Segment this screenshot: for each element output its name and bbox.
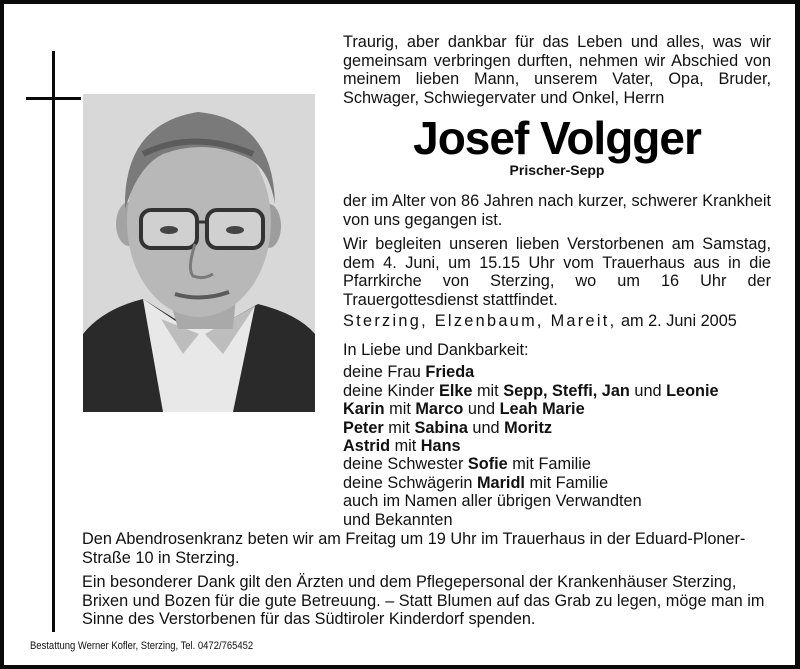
family-relation-text: und Bekannten bbox=[343, 510, 453, 529]
funeral-home-footer: Bestattung Werner Kofler, Sterzing, Tel. 0472/765452 bbox=[30, 640, 254, 652]
family-line bbox=[343, 511, 771, 529]
family-line bbox=[343, 400, 771, 418]
family-member-name: Elke bbox=[438, 381, 473, 400]
family-line bbox=[343, 363, 771, 381]
family-line bbox=[343, 382, 771, 400]
family-relation-text: und bbox=[629, 381, 667, 400]
cross-icon-horizontal bbox=[26, 97, 81, 100]
portrait-photo bbox=[83, 94, 315, 412]
family-relation-text: mit bbox=[472, 381, 504, 400]
family-list bbox=[343, 341, 771, 529]
family-member-name: Leonie bbox=[666, 381, 719, 400]
thanks-paragraph: Ein besonderer Dank gilt den Ärzten und dem Pflegepersonal der Krankenhäuser Sterzing, Brixen und Bozen für die gute Betreuung. – Statt Blumen auf das Grab zu legen, möge man im Sinne des Verstorbenen für das Südtiroler Kinderdorf spenden. bbox=[82, 573, 765, 629]
family-member-name: Astrid bbox=[343, 437, 391, 456]
family-member-name: Sabina bbox=[414, 418, 468, 437]
family-member-name: Sofie bbox=[467, 455, 508, 474]
family-member-name: Frieda bbox=[425, 363, 475, 382]
family-line bbox=[343, 492, 771, 510]
nickname: Prischer-Sepp bbox=[509, 162, 605, 178]
family-line bbox=[343, 455, 771, 473]
family-member-name: Sepp, Steffi, Jan bbox=[503, 381, 630, 400]
family-line bbox=[343, 419, 771, 437]
deceased-name: Josef Volgger bbox=[413, 112, 701, 164]
portrait-illustration bbox=[83, 94, 315, 412]
family-relation-text: mit bbox=[390, 437, 421, 456]
family-relation-text: deine Frau bbox=[343, 363, 426, 382]
family-relation-text: deine Schwester bbox=[343, 455, 468, 474]
intro-text: Traurig, aber dankbar für das Leben und alles, was wir gemeinsam verbringen durften, nehmen wir Abschied von meinem lieben Mann, unserem Vater, Opa, Bruder, Schwager, Schwiegervater und Onkel, Herrn bbox=[343, 33, 771, 107]
family-relation-text: mit bbox=[384, 400, 416, 419]
family-lines bbox=[343, 363, 771, 529]
family-member-name: Marco bbox=[415, 400, 464, 419]
rosary-paragraph: Den Abendrosenkranz beten wir am Freitag um 19 Uhr im Trauerhaus in der Eduard-Ploner-Straße 10 in Sterzing. bbox=[82, 530, 746, 567]
family-line bbox=[343, 474, 771, 492]
family-member-name: Hans bbox=[420, 437, 461, 456]
family-member-name: Peter bbox=[343, 418, 384, 437]
family-relation-text: mit bbox=[383, 418, 415, 437]
family-line bbox=[343, 437, 771, 455]
places: Sterzing, Elzenbaum, Mareit, bbox=[343, 312, 617, 330]
family-member-name: Maridl bbox=[476, 473, 525, 492]
family-relation-text: deine Kinder bbox=[343, 381, 439, 400]
family-member-name: Leah Marie bbox=[499, 400, 585, 419]
age-paragraph: der im Alter von 86 Jahren nach kurzer, schwerer Krankheit von uns gegangen ist. bbox=[343, 192, 771, 229]
family-relation-text: auch im Namen aller übrigen Verwandten bbox=[343, 492, 642, 511]
place-date-line bbox=[343, 312, 771, 331]
family-relation-text: deine Schwägerin bbox=[343, 473, 477, 492]
family-relation-text: mit Familie bbox=[524, 473, 609, 492]
family-member-name: Karin bbox=[343, 400, 385, 419]
family-heading: In Liebe und Dankbarkeit: bbox=[343, 341, 529, 359]
family-member-name: Moritz bbox=[504, 418, 553, 437]
funeral-paragraph: Wir begleiten unseren lieben Verstorbenen am Samstag, dem 4. Juni, um 15.15 Uhr vom Trauerhaus aus in die Pfarrkirche von Sterzing, wo um 16 Uhr der Trauergottesdienst stattfindet. bbox=[343, 235, 771, 309]
family-relation-text: und bbox=[467, 418, 505, 437]
family-relation-text: mit Familie bbox=[507, 455, 591, 474]
cross-icon-vertical bbox=[52, 51, 55, 632]
family-relation-text: und bbox=[463, 400, 500, 419]
date: am 2. Juni 2005 bbox=[616, 312, 737, 330]
